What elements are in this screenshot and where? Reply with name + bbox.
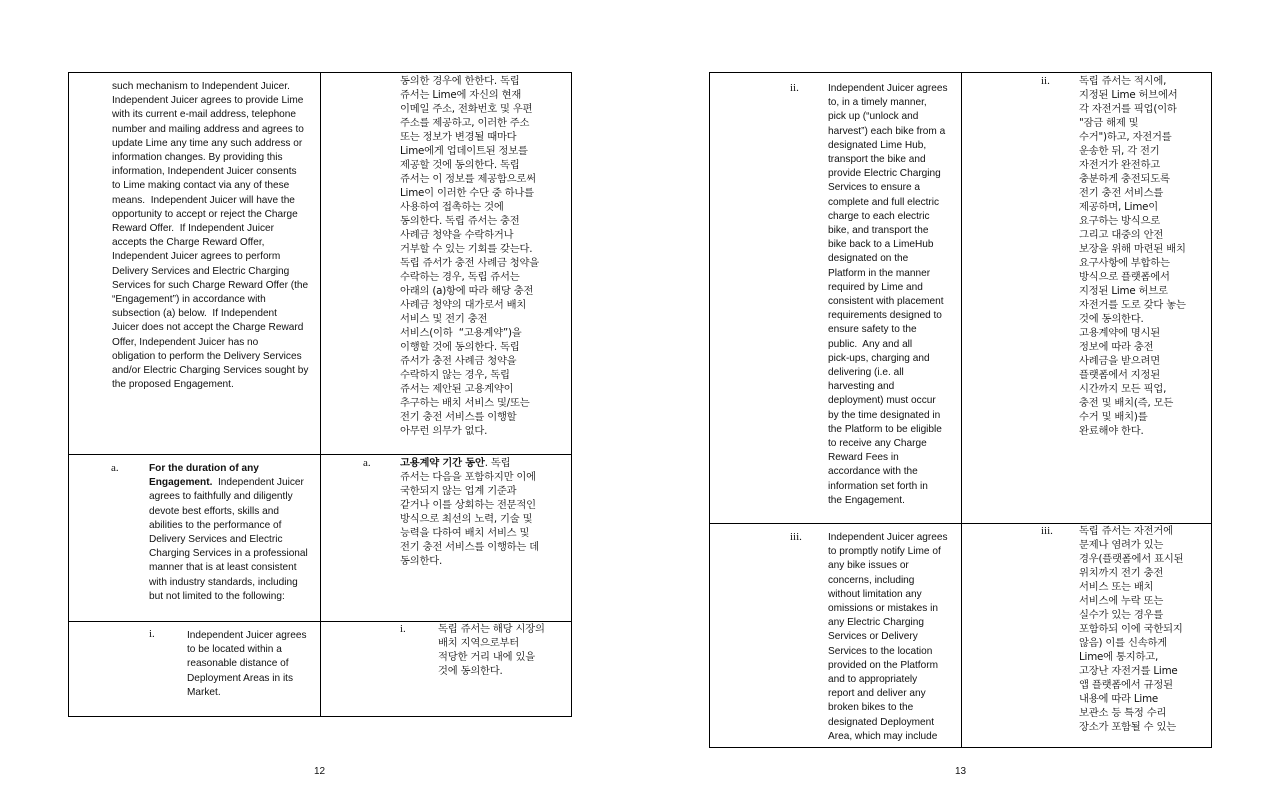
right-page-table (709, 72, 1212, 748)
english-paragraph: such mechanism to Independent Juicer. Independent Juicer agrees to provide Lime with its current e-mail address, telephone number and mailing address and agrees to update Lime any time any such address or information changes. By providing this information, Independent Juicer consents to Lime making contact via any of these means. Independent Juicer will have the opportunity to accept or reject the Charge Reward Offer. If Independent Juicer accepts the Charge Reward Offer, Independent Juicer agrees to perform Delivery Services and Electric Charging Services for such Charge Reward Offer (the “Engagement”) in accordance with subsection (a) below. If Independent Juicer does not accept the Charge Reward Offer, Independent Juicer has no obligation to perform the Delivery Services and/or Electric Charging Services sought by the proposed Engagement. (112, 81, 309, 391)
korean-paragraph: 독립 쥬서는 해당 시장의 배치 지역으로부터 적당한 거리 내에 있을 것에 동의한다. (438, 623, 545, 677)
left-table-column-divider (320, 73, 321, 716)
right-table-column-divider (961, 73, 962, 747)
section-heading-ko: 고용계약 기간 동안 (400, 457, 485, 469)
korean-paragraph: 독립 쥬서는 적시에, 지정된 Lime 허브에서 각 자전거를 픽업(이하 "잠금 해제 및 수거")하고, 자전거를 운송한 뒤, 각 전기 자전거가 완전하고 충분하게 충전되도록 전기 충전 서비스를 제공하며, Lime이 요구하는 방식으로 그리고 대중의 안전 보장을 위해 마련된 배치 요구사항에 부합하는 방식으로 플랫폼에서 지정된 Lime 허브로 자전거를 도로 갖다 놓는 것에 동의한다. 고용계약에 명시된 정보에 따라 충전 사례금을 받으려면 플랫폼에서 지정된 시간까지 모든 픽업, 충전 및 배치(즉, 모든 수거 및 배치)를 완료해야 한다. (1079, 75, 1186, 437)
subsection-marker-en: i. (149, 628, 155, 640)
left-page-table (68, 72, 572, 717)
korean-paragraph: 동의한 경우에 한한다. 독립 쥬서는 Lime에 자신의 현재 이메일 주소, 전화번호 및 우편 주소를 제공하고, 이러한 주소 또는 정보가 변경될 때마다 Lime에게 업데이트된 정보를 제공할 것에 동의한다. 독립 쥬서는 이 정보를 제공함으로써 Lime이 이러한 수단 중 하나를 사용하여 접촉하는 것에 동의한다. 독립 쥬서는 충전 사례금 청약을 수락하거나 거부할 수 있는 기회를 갖는다. 독립 쥬서가 충전 사례금 청약을 수락하는 경우, 독립 쥬서는 아래의 (a)항에 따라 해당 충전 사례금 청약의 대가로서 배치 서비스 및 전기 충전 서비스(이하 “고용계약”)을 이행할 것에 동의한다. 독립 쥬서가 충전 사례금 청약을 수락하지 않는 경우, 독립 쥬서는 제안된 고용계약이 추구하는 배치 서비스 및/또는 전기 충전 서비스를 이행할 아무런 의무가 없다. (400, 75, 539, 437)
english-paragraph: Independent Juicer agrees to, in a timely manner, pick up (“unlock and harvest”) each bike from a designated Lime Hub, transport the bike and provide Electric Charging Services to ensure a complete and full electric charge to each electric bike, and transport the bike back to a LimeHub designated on the Platform in the manner required by Lime and consistent with placement requirements designed to ensure safety to the public. Any and all pick-ups, charging and delivering (i.e. all harvesting and deployment) must occur by the time designated in the Platform to be eligible to receive any Charge Reward Fees in accordance with the information set forth in the Engagement. (828, 83, 948, 506)
korean-paragraph (400, 456, 539, 568)
subsection-marker-ko: ii. (1041, 75, 1050, 87)
subsection-marker-ko: iii. (1041, 525, 1053, 537)
section-marker-en: a. (111, 462, 119, 474)
english-paragraph: Independent Juicer agrees to be located within a reasonable distance of Deployment Areas in its Market. (187, 630, 307, 698)
english-paragraph: Independent Juicer agrees to promptly notify Lime of any bike issues or concerns, including without limitation any omissions or mistakes in any Electric Charging Services or Delivery Services to the location provided on the Platform and to appropriately report and deliver any broken bikes to the designated Deployment Area, which may include (828, 532, 948, 742)
english-paragraph (149, 462, 308, 604)
section-heading-en: For the duration of any Engagement. (149, 463, 259, 489)
left-table-row-divider (69, 454, 571, 455)
section-body-ko: . 독립 쥬서는 다음을 포함하지만 이에 국한되지 않는 업계 기준과 같거나 이를 상회하는 전문적인 방식으로 최선의 노력, 기술 및 능력을 다하여 배치 서비스 및 전기 충전 서비스를 이행하는 데 동의한다. (400, 457, 539, 567)
subsection-marker-en: ii. (790, 82, 799, 94)
subsection-marker-en: iii. (790, 531, 802, 543)
page-number: 12 (314, 766, 326, 777)
page-number: 13 (955, 766, 967, 777)
korean-paragraph: 독립 쥬서는 자전거에 문제나 염려가 있는 경우(플랫폼에서 표시된 위치까지 전기 충전 서비스 또는 배치 서비스에 누락 또는 실수가 있는 경우를 포함하되 이에 국한되지 않음) 이를 신속하게 Lime에 통지하고, 고장난 자전거를 Lime 앱 플랫폼에서 규정된 내용에 따라 Lime 보관소 등 특정 수리 장소가 포함될 수 있는 (1079, 525, 1184, 733)
subsection-marker-ko: i. (400, 623, 406, 635)
section-body-en: Independent Juicer agrees to faithfully and diligently devote best efforts, skills and abilities to the performance of Delivery Services and Electric Charging Services in a professional manner that is at least consistent with industry standards, including but not limited to the following: (149, 477, 308, 602)
section-marker-ko: a. (363, 457, 371, 469)
